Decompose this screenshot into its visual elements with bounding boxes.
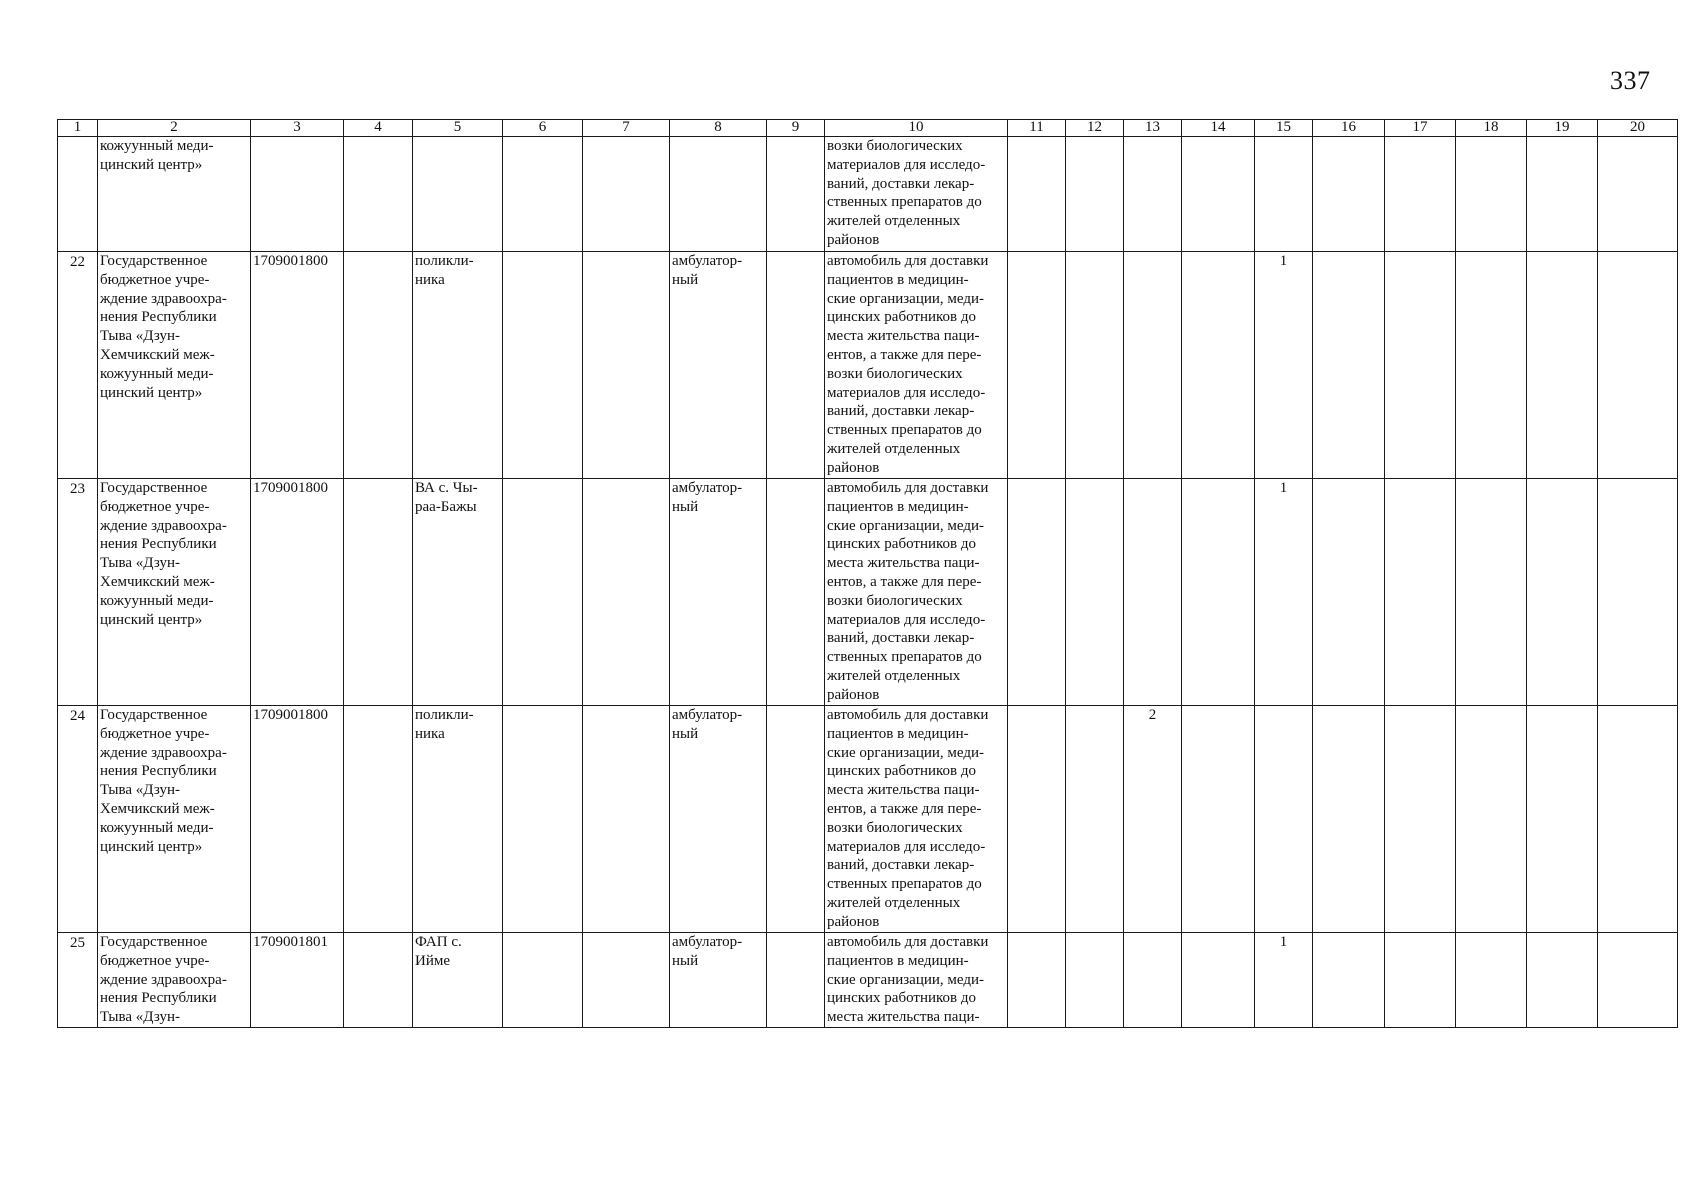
column-header: 17 xyxy=(1385,120,1456,137)
unit-cell: поликли- ника xyxy=(413,252,503,479)
row-number-cell: 25 xyxy=(58,933,98,1028)
type-cell: амбулатор- ный xyxy=(670,479,767,706)
code-cell: 1709001800 xyxy=(251,706,344,933)
column-header: 13 xyxy=(1124,120,1182,137)
purpose-cell: автомобиль для доставки пациентов в медицин- ские организации, меди- цинских работников до места жительства паци- ентов, а также для пере- возки биологических материалов для исследо- ваний, доставки лекар- ственных препаратов до жителей отделенных районов xyxy=(825,706,1008,933)
column-header: 10 xyxy=(825,120,1008,137)
column-header: 11 xyxy=(1008,120,1066,137)
table-row xyxy=(58,933,1678,1028)
page-number: 337 xyxy=(1610,66,1651,95)
col15-count-cell: 1 xyxy=(1255,252,1313,479)
col15-count-cell xyxy=(1255,706,1313,933)
unit-cell: ФАП с. Ийме xyxy=(413,933,503,1028)
table-row xyxy=(58,479,1678,706)
column-header: 7 xyxy=(583,120,670,137)
type-cell: амбулатор- ный xyxy=(670,933,767,1028)
column-header: 12 xyxy=(1066,120,1124,137)
column-header: 6 xyxy=(503,120,583,137)
col13-count-cell xyxy=(1124,933,1182,1028)
vehicle-allocation-table xyxy=(57,119,1678,1028)
column-header: 3 xyxy=(251,120,344,137)
column-header: 5 xyxy=(413,120,503,137)
purpose-cell: автомобиль для доставки пациентов в медицин- ские организации, меди- цинских работников до места жительства паци- ентов, а также для пере- возки биологических материалов для исследо- ваний, доставки лекар- ственных препаратов до жителей отделенных районов xyxy=(825,479,1008,706)
unit-cell: поликли- ника xyxy=(413,706,503,933)
col13-count-cell: 2 xyxy=(1124,706,1182,933)
purpose-cell: автомобиль для доставки пациентов в медицин- ские организации, меди- цинских работников до места жительства паци- xyxy=(825,933,1008,1028)
row-number-cell: 23 xyxy=(58,479,98,706)
column-header: 16 xyxy=(1313,120,1385,137)
type-cell: амбулатор- ный xyxy=(670,252,767,479)
column-header: 20 xyxy=(1598,120,1678,137)
column-header: 14 xyxy=(1182,120,1255,137)
column-header: 2 xyxy=(98,120,251,137)
column-header: 8 xyxy=(670,120,767,137)
col13-count-cell xyxy=(1124,479,1182,706)
purpose-cell: возки биологических материалов для исследо- ваний, доставки лекар- ственных препаратов до жителей отделенных районов xyxy=(825,137,1008,252)
row-number-cell: 24 xyxy=(58,706,98,933)
column-header: 1 xyxy=(58,120,98,137)
column-header: 4 xyxy=(344,120,413,137)
row-number-cell: 22 xyxy=(58,252,98,479)
table-row xyxy=(58,706,1678,933)
column-header: 15 xyxy=(1255,120,1313,137)
col13-count-cell xyxy=(1124,252,1182,479)
code-cell: 1709001801 xyxy=(251,933,344,1028)
purpose-cell: автомобиль для доставки пациентов в медицин- ские организации, меди- цинских работников до места жительства паци- ентов, а также для пере- возки биологических материалов для исследо- ваний, доставки лекар- ственных препаратов до жителей отделенных районов xyxy=(825,252,1008,479)
col15-count-cell: 1 xyxy=(1255,933,1313,1028)
organization-cell: Государственное бюджетное учре- ждение здравоохра- нения Республики Тыва «Дзун- Хемчикский меж- кожуунный меди- цинский центр» xyxy=(98,479,251,706)
unit-cell: ВА с. Чы- раа-Бажы xyxy=(413,479,503,706)
header-row xyxy=(58,120,1678,137)
table-row-continuation xyxy=(58,137,1678,252)
col15-count-cell: 1 xyxy=(1255,479,1313,706)
organization-cell: Государственное бюджетное учре- ждение здравоохра- нения Республики Тыва «Дзун- Хемчикский меж- кожуунный меди- цинский центр» xyxy=(98,252,251,479)
column-header: 19 xyxy=(1527,120,1598,137)
organization-cell: Государственное бюджетное учре- ждение здравоохра- нения Республики Тыва «Дзун- xyxy=(98,933,251,1028)
code-cell: 1709001800 xyxy=(251,479,344,706)
type-cell: амбулатор- ный xyxy=(670,706,767,933)
column-header: 18 xyxy=(1456,120,1527,137)
code-cell: 1709001800 xyxy=(251,252,344,479)
organization-cell: кожуунный меди- цинский центр» xyxy=(98,137,251,252)
organization-cell: Государственное бюджетное учре- ждение здравоохра- нения Республики Тыва «Дзун- Хемчикский меж- кожуунный меди- цинский центр» xyxy=(98,706,251,933)
column-header: 9 xyxy=(767,120,825,137)
table-row xyxy=(58,252,1678,479)
